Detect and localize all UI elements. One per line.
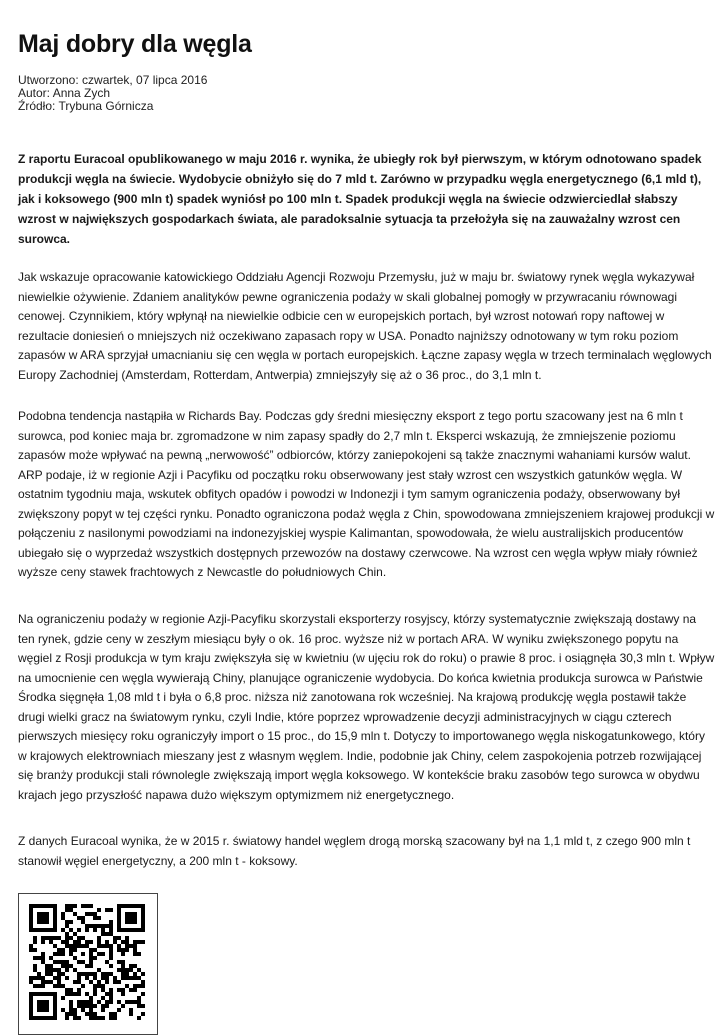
lead-line: jak i koksowego (900 mln t) spadek wyniósł po 100 mln t. Spadek produkcji węgla na świecie odzwierciedlał słabszy xyxy=(18,192,678,206)
text-line: w krajowych elektrowniach mieszany jest z własnym węglem. Indie, podobnie jak Chiny, celem zaspokojenia potrzeb rozwijającej xyxy=(18,748,702,763)
text-line: pierwszych miesięcy roku ograniczyły import o 15 proc., do 15,9 mln t. Dotyczy to importowanego węgla niskogatunkowego, który xyxy=(18,729,705,743)
text-line: ARP podaje, iż w regionie Azji i Pacyfiku od początku roku obserwowany jest stały wzrost cen wszystkich gatunków węgla. W xyxy=(18,467,683,482)
text-line: rezultacie doniesień o mniejszych niż oczekiwano zapasach ropy w USA. Ponadto najniższy odnotowany w tym roku poziom xyxy=(18,328,679,343)
text-line: ten rynek, gdzie ceny w zeszłym miesiącu były o ok. 16 proc. wyższe niż w portach ARA. W wyniku zwiększonego popytu na xyxy=(18,631,679,646)
text-line: niewielkie ożywienie. Zdaniem analityków pewne ograniczenia podaży w skali globalnej pomogły w przywracaniu równowagi xyxy=(18,289,678,304)
text-line: Podobna tendencja nastąpiła w Richards Bay. Podczas gdy średni miesięczny eksport z tego portu szacowany jest na 6 mln t xyxy=(18,409,683,423)
text-line: ostatnim tygodniu maja, wskutek obfitych opadów i powodzi w Indonezji i tym samym ograniczenia podaży, obserwowany był xyxy=(18,487,681,501)
text-line: Jak wskazuje opracowanie katowickiego Oddziału Agencji Rozwoju Przemysłu, już w maju br. światowy rynek węgla wykazywał xyxy=(18,270,695,284)
lead-line: produkcji węgla na świecie. Wydobycie obniżyło się do 7 mld t. Zarówno w przypadku węgla energetycznego (6,1 mld t), xyxy=(18,172,702,186)
lead-line: wzrost w największych gospodarkach świata, ale paradoksalnie sytuacja ta przełożyła się na zauważalny wzrost cen xyxy=(18,212,681,226)
lead-line: Z raportu Euracoal opublikowanego w maju 2016 r. wynika, że ubiegły rok był pierwszym, w którym odnotowano spadek xyxy=(18,152,702,166)
text-line: Z danych Euracoal wynika, że w 2015 r. światowy handel węglem drogą morską szacowany był na 1,1 mld t, z czego 900 mln t xyxy=(18,834,691,848)
text-line: drugi wielki gracz na światowym rynku, czyli Indie, które poprzez wprowadzenie decyzji administracyjnych w ciągu czterech xyxy=(18,709,672,724)
text-line: ubiegało się o wyprzedaż wszystkich dostępnych przewozów na dostawy czerwcowe. Na wzrost cen węgla wpływ miały również xyxy=(18,545,698,560)
lead-paragraph xyxy=(18,149,710,249)
text-line: zwiększony popyt w tej części rynku. Ponadto ograniczona podaż węgla z Chin, spowodowana zmniejszeniem krajowej produkcji w xyxy=(18,506,715,521)
body-paragraph-3 xyxy=(18,610,715,805)
created-date: Utworzono: czwartek, 07 lipca 2016 xyxy=(18,73,208,87)
text-line: wyższe ceny stawek frachtowych z Newcastle do południowych Chin. xyxy=(18,565,387,579)
text-line: cenowej. Czynnikiem, który wpłynął na niewielkie odbicie cen w europejskich portach, był wzrost notowań ropy naftowej w xyxy=(18,309,665,323)
lead-line: surowca. xyxy=(18,232,71,246)
article-meta xyxy=(18,74,207,113)
text-line: Europy Zachodniej (Amsterdam, Rotterdam, Antwerpia) zmniejszyły się aż o 36 proc., do 3,1 mln t. xyxy=(18,367,542,382)
text-line: Środka sięgnęła 1,08 mld t i była o 6,8 proc. niższa niż zanotowana rok wcześniej. Na krajową produkcję węgla postawił także xyxy=(18,690,687,704)
article-title: Maj dobry dla węgla xyxy=(18,30,252,58)
body-paragraph-4 xyxy=(18,832,710,871)
author-line: Autor: Anna Zych xyxy=(18,86,111,100)
text-line: zapasów może wpływać na pewną „nerwowość” odbiorców, którzy zaniepokojeni są także znacznymi wahaniami kursów walut. xyxy=(18,448,691,462)
body-paragraph-1 xyxy=(18,268,710,385)
text-line: węgiel z Rosji produkcja w tym kraju zwiększyła się w kwietniu (w ujęciu rok do roku) o prawie 8 proc. i osiągnęła 30,3 mln t. Wpływ xyxy=(18,651,715,665)
text-line: się branży produkcji stali równolegle zwiększają import węgla koksowego. W kontekście braku zasobów tego surowca w obydwu xyxy=(18,768,700,782)
body-paragraph-2 xyxy=(18,407,715,583)
text-line: krajach jego przyszłość napawa dużo większym optymizmem niż energetycznego. xyxy=(18,787,455,802)
text-line: zapasów w ARA sprzyjał umacnianiu się cen węgla w portach europejskich. Łączne zapasy węgla w trzech terminalach węglowych xyxy=(18,348,712,362)
text-line: Na ograniczeniu podaży w regionie Azji-Pacyfiku skorzystali eksporterzy rosyjscy, którzy systematycznie zwiększają dostawy na xyxy=(18,612,697,626)
text-line: na umocnienie cen węgla wywierają Chiny, planujące ograniczenie wydobycia. Do końca kwietnia produkcja surowca w Państwie xyxy=(18,670,703,685)
source-line: Źródło: Trybuna Górnicza xyxy=(18,99,154,113)
qr-code-frame xyxy=(18,893,158,1035)
text-line: stanowił węgiel energetyczny, a 200 mln t - koksowy. xyxy=(18,853,298,868)
qr-code-icon xyxy=(29,904,145,1020)
text-line: połączeniu z nasilonymi powodziami na indonezyjskiej wyspie Kalimantan, spowodowała, że wielu australijskich producentów xyxy=(18,526,684,540)
text-line: surowca, pod koniec maja br. zgromadzone w nim zapasy spadły do 2,7 mln t. Eksperci wskazują, że zmniejszenie poziomu xyxy=(18,428,676,443)
